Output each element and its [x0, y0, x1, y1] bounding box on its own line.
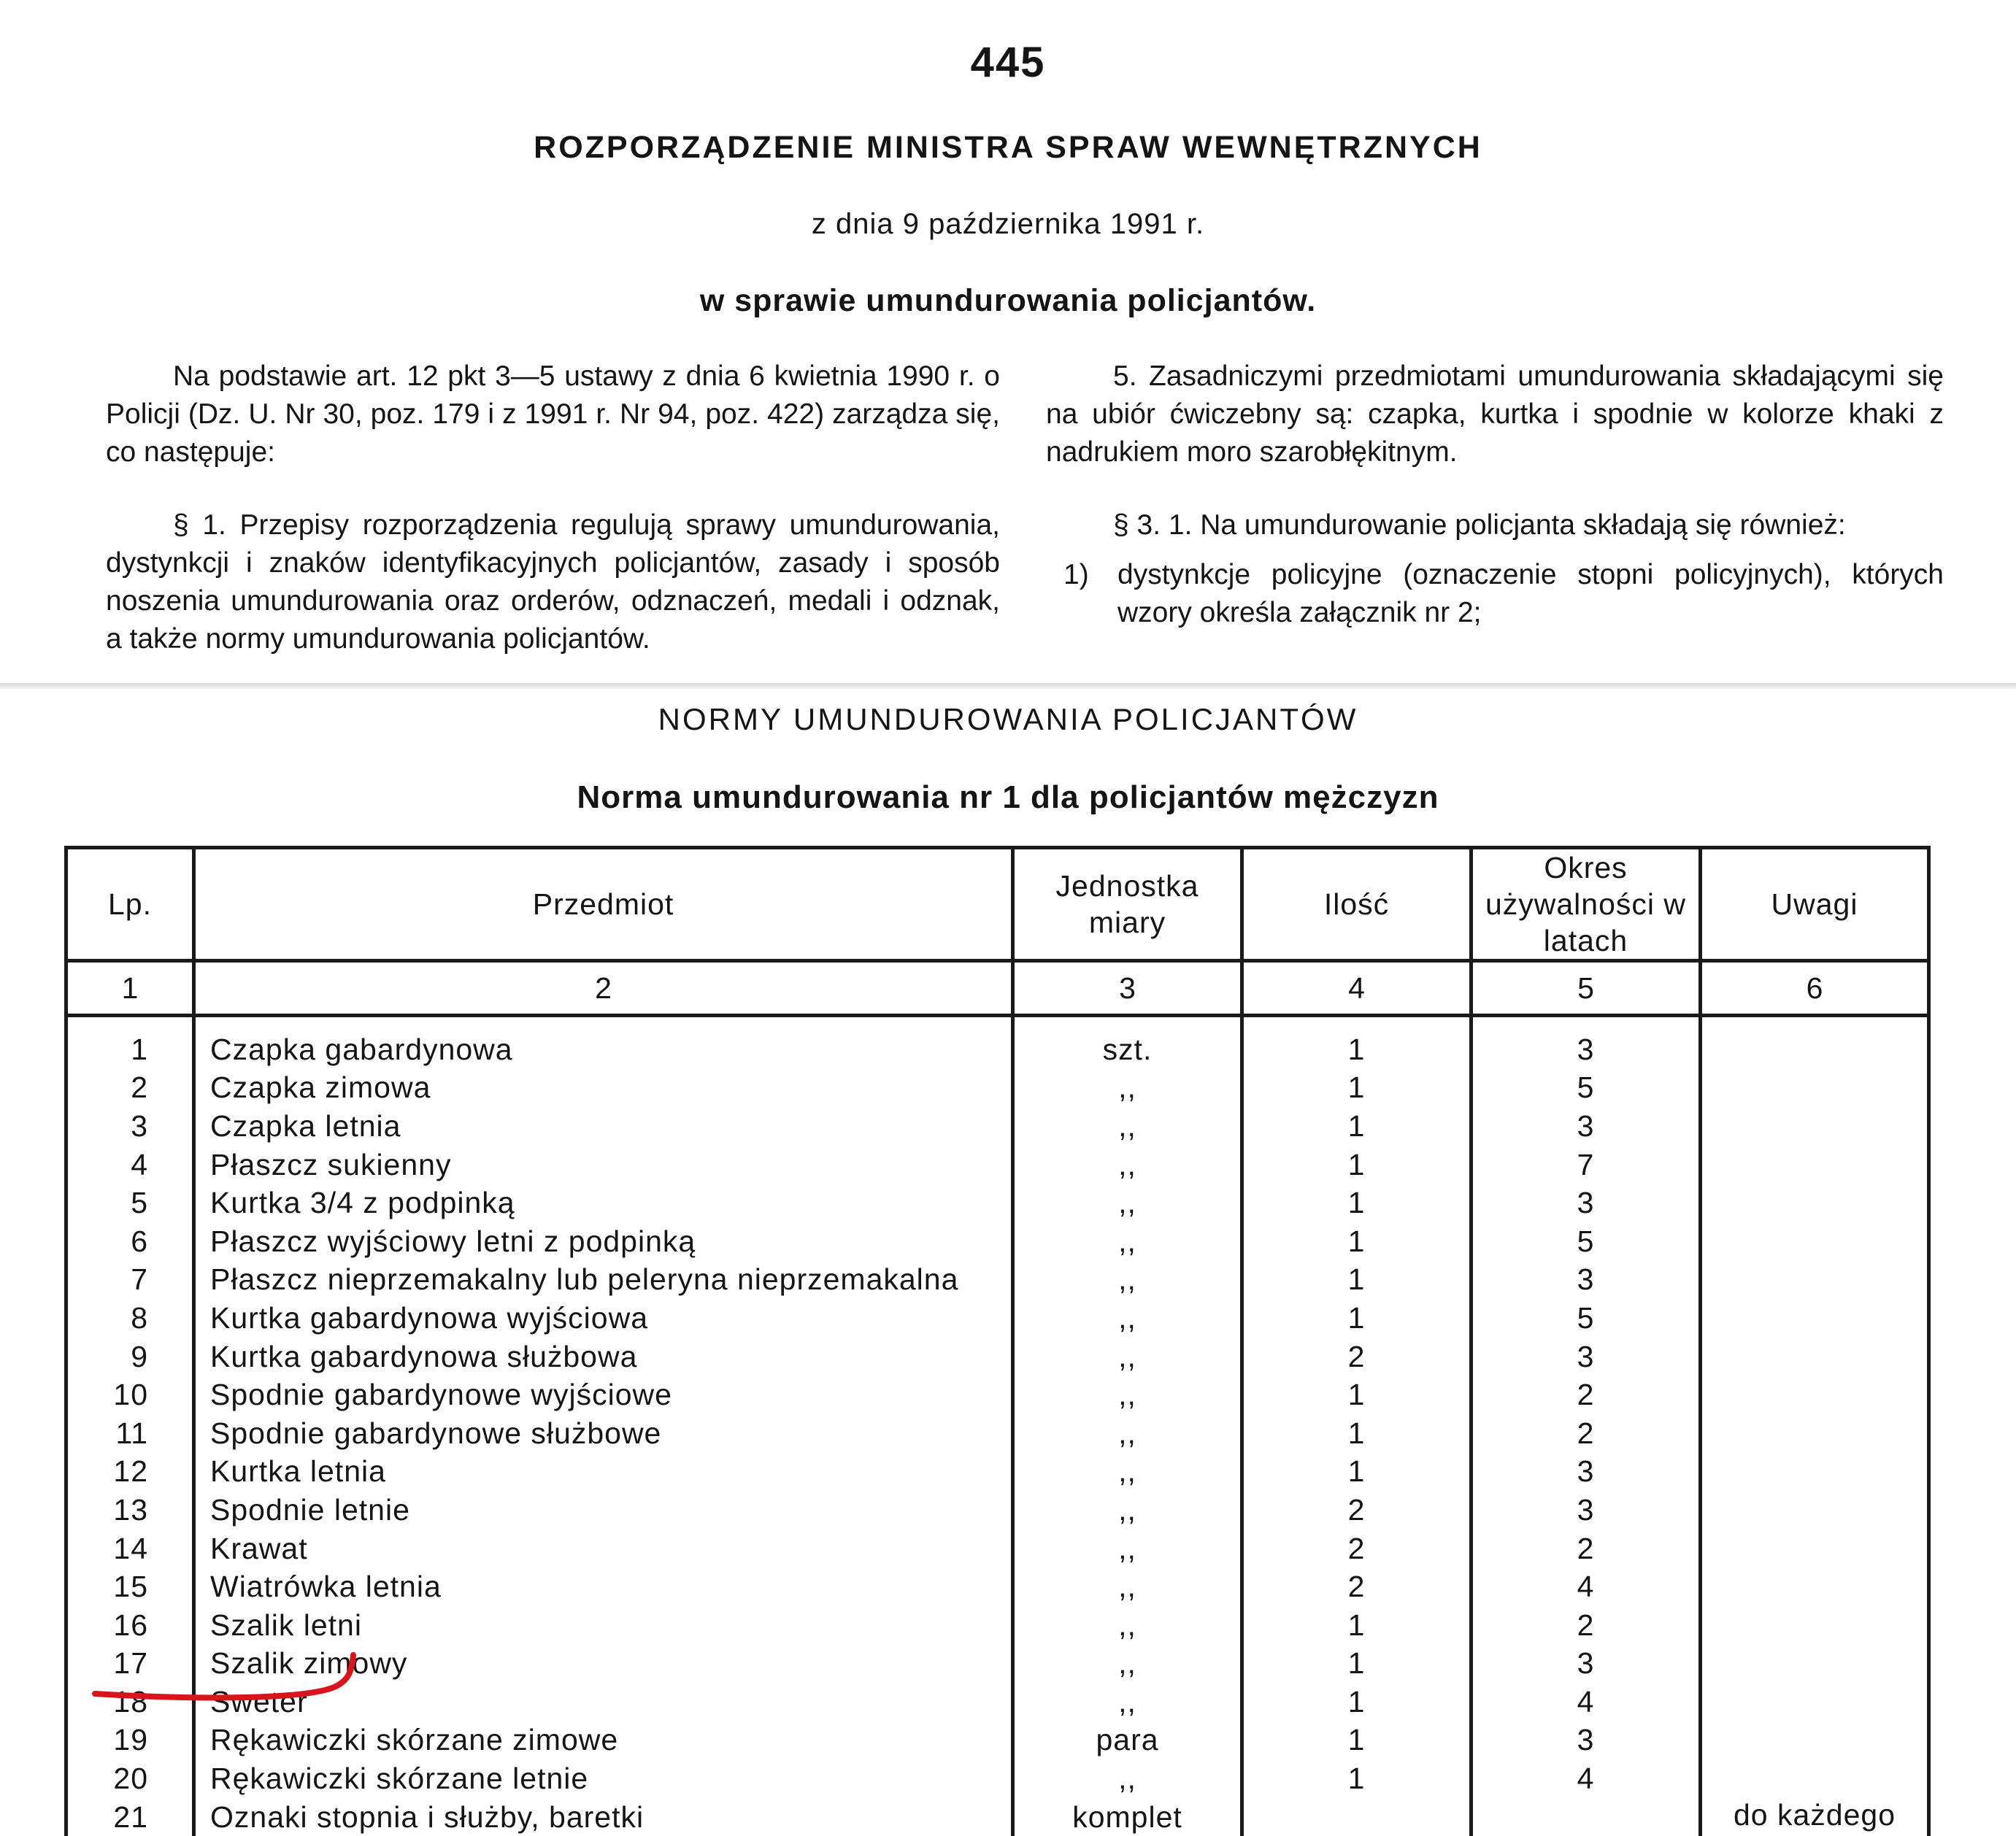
row-period: 2	[1471, 1414, 1701, 1453]
table-row	[66, 1299, 1929, 1338]
row-quantity: 1	[1242, 1376, 1471, 1414]
row-period: 3	[1471, 1453, 1701, 1492]
row-period: 5	[1471, 1069, 1701, 1108]
row-remarks	[1701, 1069, 1929, 1108]
row-item: Płaszcz wyjściowy letni z podpinką	[194, 1222, 1013, 1261]
row-period: 3	[1471, 1645, 1701, 1683]
row-item: Szalik letni	[194, 1606, 1013, 1645]
header-period: Okres używalności w latach	[1471, 848, 1701, 961]
list-item-number: 1)	[1063, 559, 1089, 590]
row-quantity: 1	[1242, 1453, 1471, 1492]
table-row	[66, 1261, 1929, 1300]
row-item: Płaszcz nieprzemakalny lub peleryna nieprzemakalna	[194, 1261, 1013, 1300]
row-quantity: 2	[1242, 1491, 1471, 1530]
row-item: Kurtka letnia	[194, 1453, 1013, 1492]
row-period: 3	[1471, 1491, 1701, 1530]
row-remarks	[1701, 1016, 1929, 1069]
row-number: 4	[66, 1146, 194, 1184]
table-row	[66, 1414, 1929, 1453]
row-number: 18	[66, 1683, 194, 1721]
row-quantity: 1	[1242, 1107, 1471, 1146]
row-number: 5	[66, 1184, 194, 1222]
row-item: Szalik zimowy	[194, 1645, 1013, 1683]
row-period: 2	[1471, 1530, 1701, 1568]
row-period: 3	[1471, 1016, 1701, 1069]
row-number: 14	[66, 1530, 194, 1568]
row-unit: ,,	[1013, 1683, 1242, 1721]
row-remarks	[1701, 1606, 1929, 1645]
row-number: 16	[66, 1606, 194, 1645]
table-row	[66, 1184, 1929, 1222]
row-remarks	[1701, 1759, 1929, 1798]
row-period: 3	[1471, 1261, 1701, 1300]
row-remarks	[1701, 1299, 1929, 1338]
row-remarks	[1701, 1184, 1929, 1222]
row-number: 2	[66, 1069, 194, 1108]
table-row	[66, 1453, 1929, 1492]
row-number: 3	[66, 1107, 194, 1146]
row-period: 3	[1471, 1184, 1701, 1222]
row-item: Płaszcz sukienny	[194, 1146, 1013, 1184]
row-period: 2	[1471, 1606, 1701, 1645]
row-remarks	[1701, 1721, 1929, 1760]
table-row	[66, 1606, 1929, 1645]
row-period: 3	[1471, 1107, 1701, 1146]
row-quantity: 2	[1242, 1530, 1471, 1568]
row-quantity: 1	[1242, 1222, 1471, 1261]
row-number: 1	[66, 1016, 194, 1069]
row-item: Spodnie gabardynowe służbowe	[194, 1414, 1013, 1453]
row-item: Wiatrówka letnia	[194, 1567, 1013, 1606]
row-remarks	[1701, 1683, 1929, 1721]
row-unit: ,,	[1013, 1567, 1242, 1606]
row-unit: ,,	[1013, 1069, 1242, 1108]
row-unit: ,,	[1013, 1338, 1242, 1376]
row-quantity: 1	[1242, 1721, 1471, 1760]
row-period: 5	[1471, 1222, 1701, 1261]
row-remarks	[1701, 1530, 1929, 1568]
right-column	[1046, 358, 1944, 632]
row-quantity: 1	[1242, 1299, 1471, 1338]
row-unit: ,,	[1013, 1491, 1242, 1530]
row-item: Kurtka gabardynowa służbowa	[194, 1338, 1013, 1376]
column-number: 6	[1701, 961, 1929, 1016]
header-item: Przedmiot	[194, 848, 1013, 961]
table-row	[66, 1798, 1929, 1836]
row-number: 10	[66, 1376, 194, 1414]
row-unit: ,,	[1013, 1146, 1242, 1184]
table-row	[66, 1146, 1929, 1184]
row-quantity: 1	[1242, 1759, 1471, 1798]
column-number: 2	[194, 961, 1013, 1016]
act-subject: w sprawie umundurowania policjantów.	[699, 283, 1317, 318]
row-quantity: 1	[1242, 1645, 1471, 1683]
row-remarks	[1701, 1414, 1929, 1453]
item-5-paragraph: 5. Zasadniczymi przedmiotami umundurowania składającymi się na ubiór ćwiczebny są: czapka, kurtka i spodnie w kolorze khaki z nadrukiem moro szarobłękitnym.	[1046, 360, 1944, 468]
table-row	[66, 1683, 1929, 1721]
table-row	[66, 1222, 1929, 1261]
row-quantity	[1242, 1798, 1471, 1836]
column-number: 3	[1013, 961, 1242, 1016]
table-row	[66, 1491, 1929, 1530]
act-title: ROZPORZĄDZENIE MINISTRA SPRAW WEWNĘTRZNYCH	[534, 130, 1482, 165]
list-item	[1046, 556, 1944, 632]
list-item-text: dystynkcje policyjne (oznaczenie stopni policyjnych), których wzory określa załącznik nr 2;	[1117, 559, 1944, 628]
row-unit: ,,	[1013, 1414, 1242, 1453]
row-period: 4	[1471, 1683, 1701, 1721]
row-unit: ,,	[1013, 1530, 1242, 1568]
row-unit: ,,	[1013, 1299, 1242, 1338]
row-number: 9	[66, 1338, 194, 1376]
row-quantity: 1	[1242, 1261, 1471, 1300]
row-unit: ,,	[1013, 1606, 1242, 1645]
row-item: Czapka gabardynowa	[194, 1016, 1013, 1069]
row-quantity: 1	[1242, 1184, 1471, 1222]
regulation-excerpt	[0, 0, 2016, 687]
row-period: 2	[1471, 1376, 1701, 1414]
act-date: z dnia 9 października 1991 r.	[811, 208, 1205, 240]
row-remarks	[1701, 1107, 1929, 1146]
row-unit: ,,	[1013, 1222, 1242, 1261]
header-quantity: Ilość	[1242, 848, 1471, 961]
table-row	[66, 1645, 1929, 1683]
row-item: Rękawiczki skórzane letnie	[194, 1759, 1013, 1798]
table-row	[66, 1069, 1929, 1108]
column-number-row	[66, 961, 1929, 1016]
row-number: 8	[66, 1299, 194, 1338]
row-quantity: 1	[1242, 1016, 1471, 1069]
row-number: 7	[66, 1261, 194, 1300]
column-number: 5	[1471, 961, 1701, 1016]
norms-heading: NORMY UMUNDUROWANIA POLICJANTÓW	[658, 702, 1358, 736]
table-row	[66, 1376, 1929, 1414]
row-unit: ,,	[1013, 1107, 1242, 1146]
row-remarks	[1701, 1261, 1929, 1300]
row-remarks	[1701, 1146, 1929, 1184]
row-item: Kurtka 3/4 z podpinką	[194, 1184, 1013, 1222]
row-quantity: 1	[1242, 1414, 1471, 1453]
row-remarks	[1701, 1491, 1929, 1530]
table-row	[66, 1530, 1929, 1568]
scan-cut-divider	[0, 683, 2016, 689]
row-unit: komplet	[1013, 1798, 1242, 1836]
legal-basis-paragraph: Na podstawie art. 12 pkt 3—5 ustawy z dnia 6 kwietnia 1990 r. o Policji (Dz. U. Nr 30, poz. 179 i z 1991 r. Nr 94, poz. 422) zarządza się, co następuje:	[106, 360, 1000, 468]
row-item: Czapka zimowa	[194, 1069, 1013, 1108]
table-row	[66, 1567, 1929, 1606]
row-number: 15	[66, 1567, 194, 1606]
row-unit: ,,	[1013, 1453, 1242, 1492]
row-period: 3	[1471, 1338, 1701, 1376]
row-remarks	[1701, 1567, 1929, 1606]
row-number: 11	[66, 1414, 194, 1453]
row-period: 5	[1471, 1299, 1701, 1338]
table-row	[66, 1107, 1929, 1146]
row-item: Rękawiczki skórzane zimowe	[194, 1721, 1013, 1760]
row-item: Kurtka gabardynowa wyjściowa	[194, 1299, 1013, 1338]
row-period: 4	[1471, 1759, 1701, 1798]
row-quantity: 1	[1242, 1606, 1471, 1645]
row-quantity: 1	[1242, 1146, 1471, 1184]
column-number: 1	[66, 961, 194, 1016]
row-number: 19	[66, 1721, 194, 1760]
row-number: 12	[66, 1453, 194, 1492]
row-item: Czapka letnia	[194, 1107, 1013, 1146]
row-remarks	[1701, 1338, 1929, 1376]
section-1-paragraph: § 1. Przepisy rozporządzenia regulują sprawy umundurowania, dystynkcji i znaków identyfikacyjnych policjantów, zasady i sposób noszenia umundurowania oraz orderów, odznaczeń, medali i odznak, a także normy umundurowania policjantów.	[106, 509, 1000, 655]
header-unit: Jednostka miary	[1013, 848, 1242, 961]
row-quantity: 2	[1242, 1338, 1471, 1376]
row-unit: ,,	[1013, 1376, 1242, 1414]
norm-subtitle: Norma umundurowania nr 1 dla policjantów mężczyzn	[577, 779, 1439, 815]
row-quantity: 2	[1242, 1567, 1471, 1606]
row-item: Oznaki stopnia i służby, baretki	[194, 1798, 1013, 1836]
row-item: Sweter	[194, 1683, 1013, 1721]
row-item: Spodnie letnie	[194, 1491, 1013, 1530]
row-remarks: do każdego	[1701, 1798, 1929, 1836]
table-row	[66, 1759, 1929, 1798]
uniform-norm-table	[64, 846, 1931, 1836]
left-column	[106, 358, 1000, 658]
row-quantity: 1	[1242, 1683, 1471, 1721]
row-unit: ,,	[1013, 1645, 1242, 1683]
row-unit: para	[1013, 1721, 1242, 1760]
row-unit: ,,	[1013, 1261, 1242, 1300]
row-quantity: 1	[1242, 1069, 1471, 1108]
row-item: Krawat	[194, 1530, 1013, 1568]
header-remarks: Uwagi	[1701, 848, 1929, 961]
row-remarks	[1701, 1222, 1929, 1261]
row-period	[1471, 1798, 1701, 1836]
row-period: 4	[1471, 1567, 1701, 1606]
row-item: Spodnie gabardynowe wyjściowe	[194, 1376, 1013, 1414]
row-unit: ,,	[1013, 1184, 1242, 1222]
row-unit: ,,	[1013, 1759, 1242, 1798]
table-row	[66, 1016, 1929, 1069]
section-3-paragraph: § 3. 1. Na umundurowanie policjanta składają się również:	[1113, 509, 1846, 541]
row-unit: szt.	[1013, 1016, 1242, 1069]
column-number: 4	[1242, 961, 1471, 1016]
table-row	[66, 1338, 1929, 1376]
table-header-row	[66, 848, 1929, 961]
page-number: 445	[970, 39, 1046, 86]
row-remarks	[1701, 1376, 1929, 1414]
table-row	[66, 1721, 1929, 1760]
row-period: 7	[1471, 1146, 1701, 1184]
row-number: 21	[66, 1798, 194, 1836]
header-lp: Lp.	[66, 848, 194, 961]
row-number: 17	[66, 1645, 194, 1683]
row-period: 3	[1471, 1721, 1701, 1760]
row-remarks	[1701, 1453, 1929, 1492]
row-number: 20	[66, 1759, 194, 1798]
row-number: 6	[66, 1222, 194, 1261]
row-number: 13	[66, 1491, 194, 1530]
row-remarks	[1701, 1645, 1929, 1683]
